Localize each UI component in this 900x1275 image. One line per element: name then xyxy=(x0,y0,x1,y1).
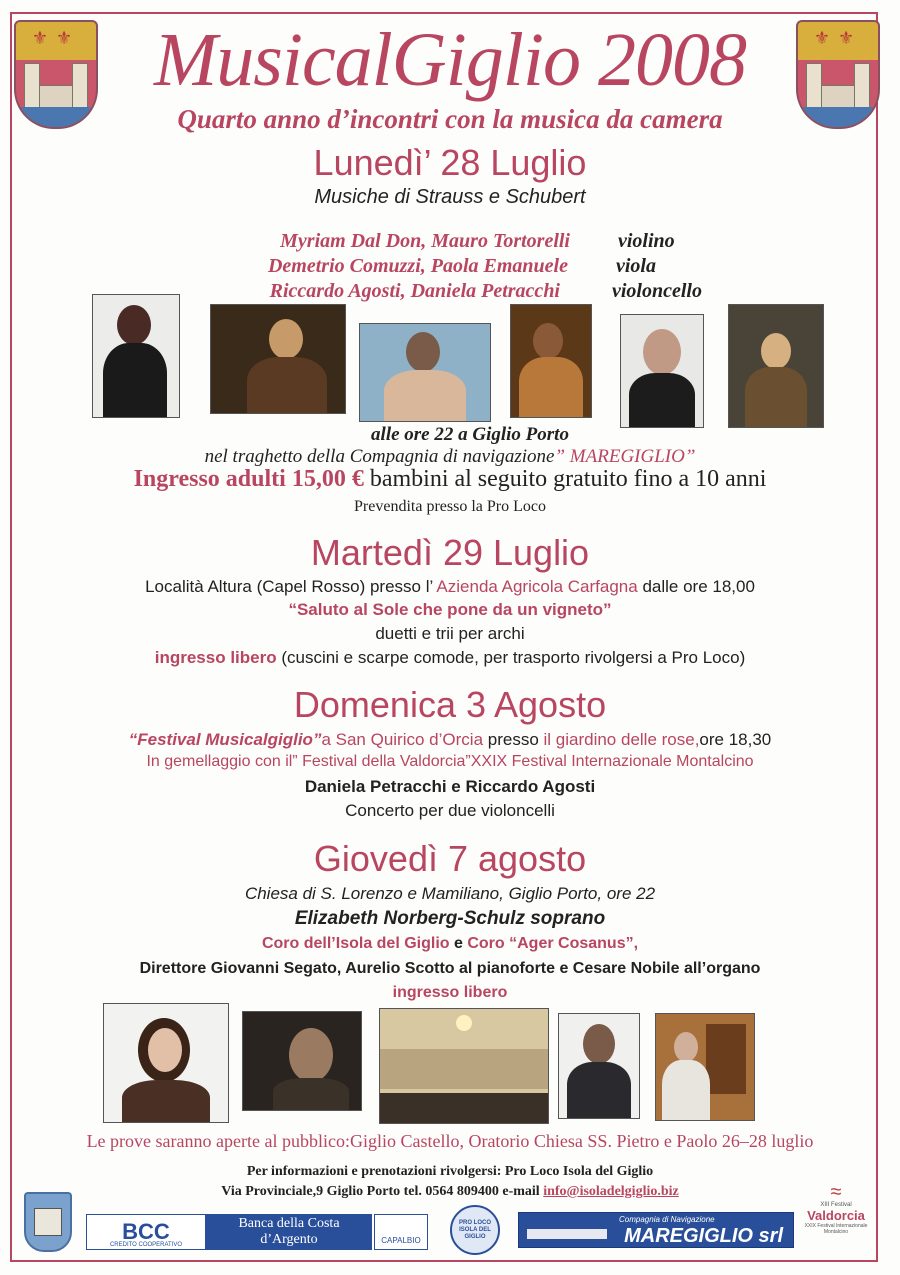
event1-ticket xyxy=(0,466,900,493)
bank-name: Banca della Costa d’Argento xyxy=(238,1216,340,1247)
event4-direction: Direttore Giovanni Segato, Aurelio Scotto al pianoforte e Cesare Nobile all’organo xyxy=(139,960,761,977)
event1-date: Lunedì’ 28 Luglio xyxy=(313,142,587,183)
event4-date: Giovedì 7 agosto xyxy=(313,838,587,879)
event1-presale: Prevendita presso la Pro Loco xyxy=(354,498,546,515)
musicians-row-violoncello xyxy=(0,280,560,306)
ferry-name: ” MAREGIGLIO” xyxy=(554,446,696,467)
event1-time-place: alle ore 22 a Giglio Porto xyxy=(371,424,569,445)
entry-free: ingresso libero xyxy=(154,648,277,667)
festival-time: ore 18,30 xyxy=(699,730,772,749)
bcc-subtitle: CREDITO COOPERATIVO xyxy=(109,1242,183,1248)
valdorcia-swirl-icon: ≈ xyxy=(830,1180,842,1203)
location-farm: Azienda Agricola Carfagna xyxy=(436,577,638,596)
ticket-children: bambini al seguito gratuito fino a 10 anni xyxy=(363,466,767,492)
festival-name: “Festival Musicalgiglio” xyxy=(128,730,322,749)
event1-program: Musiche di Strauss e Schubert xyxy=(314,186,586,208)
event4-choirs xyxy=(0,935,900,953)
choir-and: e xyxy=(449,935,468,952)
event3-program: Concerto per due violoncelli xyxy=(345,801,555,820)
photo-director xyxy=(242,1011,362,1111)
poster-title: MusicalGiglio 2008 xyxy=(153,18,747,102)
festival-garden: il giardino delle rose, xyxy=(543,730,700,749)
presso-word: presso xyxy=(487,730,544,749)
viola-players: Demetrio Comuzzi, Paola Emanuele xyxy=(267,255,568,277)
maregiglio-tagline: Compagnia di Navigazione xyxy=(619,1215,715,1224)
location-time: dalle ore 18,00 xyxy=(637,577,755,596)
contact-line-1: Per informazioni e prenotazioni rivolgersi: Pro Loco Isola del Giglio xyxy=(246,1164,654,1179)
event2-program: duetti e trii per archi xyxy=(375,624,525,643)
event3-performers: Daniela Petracchi e Riccardo Agosti xyxy=(304,777,596,796)
contact-address: Via Provinciale,9 Giglio Porto tel. 0564 809400 e-mail xyxy=(221,1184,544,1199)
photo-musician-5 xyxy=(620,314,704,428)
valdorcia-edition: XIII Festival xyxy=(820,1201,852,1208)
capalbio-text: CAPALBIO xyxy=(381,1236,421,1245)
photo-musician-4 xyxy=(510,304,592,418)
violin-players: Myriam Dal Don, Mauro Tortorelli xyxy=(280,230,570,252)
ferry-prefix: nel traghetto della Compagnia di navigazione xyxy=(204,446,555,467)
photo-pianist xyxy=(558,1013,640,1119)
event2-date: Martedì 29 Luglio xyxy=(310,532,590,573)
event3-twinning: In gemellaggio con il” Festival della Valdorcia”XXIX Festival Internazionale Montalcino xyxy=(146,753,754,770)
musicians-row-violino xyxy=(0,230,570,256)
bcc-text: BCC xyxy=(122,1219,170,1244)
giglio-crest-left: ⚜⚜ xyxy=(14,20,98,129)
giglio-crest-right: ⚜⚜ xyxy=(796,20,880,129)
capalbio-logo xyxy=(374,1214,428,1250)
contact-email-link[interactable]: info@isoladelgiglio.biz xyxy=(543,1184,679,1199)
event4-place: Chiesa di S. Lorenzo e Mamiliano, Giglio Porto, ore 22 xyxy=(244,884,656,903)
instrument-violoncello: violoncello xyxy=(612,280,702,302)
musicians-row-viola xyxy=(0,255,568,281)
event1-ferry xyxy=(0,446,900,468)
photo-choir-church xyxy=(379,1008,549,1124)
ticket-adult-price: Ingresso adulti 15,00 € xyxy=(133,466,364,492)
valdorcia-name: Valdorcia xyxy=(807,1207,865,1223)
valdorcia-festival-logo xyxy=(800,1172,872,1244)
photo-organist xyxy=(655,1013,755,1121)
photo-musician-6 xyxy=(728,304,824,428)
pro-loco-logo xyxy=(450,1205,500,1255)
event4-soloist: Elizabeth Norberg-Schulz soprano xyxy=(294,908,606,929)
contact-line-2 xyxy=(0,1180,900,1203)
maregiglio-name: MAREGIGLIO srl xyxy=(624,1225,783,1247)
proloco-text: PRO LOCO ISOLA DEL GIGLIO xyxy=(458,1219,491,1240)
choir-giglio: Coro dell’Isola del Giglio xyxy=(261,935,450,952)
instrument-violino: violino xyxy=(618,230,675,252)
cello-players: Riccardo Agosti, Daniela Petracchi xyxy=(269,280,560,302)
rehearsals-note: Le prove saranno aperte al pubblico:Giglio Castello, Oratorio Chiesa SS. Pietro e Paolo 26–28 luglio xyxy=(86,1131,814,1151)
event2-title: “Saluto al Sole che pone da un vigneto” xyxy=(288,600,612,619)
location-prefix: Località Altura (Capel Rosso) presso l’ xyxy=(145,577,437,596)
banca-costa-argento-logo xyxy=(206,1214,372,1250)
maregiglio-logo xyxy=(518,1212,794,1248)
event4-entry: ingresso libero xyxy=(392,984,508,1001)
choir-ager-cosanus: Coro “Ager Cosanus”, xyxy=(467,935,639,952)
bcc-logo xyxy=(86,1214,206,1250)
photo-musician-3 xyxy=(359,323,491,422)
event2-location xyxy=(0,577,900,597)
poster-subtitle: Quarto anno d’incontri con la musica da camera xyxy=(177,104,723,134)
festival-place: a San Quirico d’Orcia xyxy=(321,730,488,749)
photo-musician-1 xyxy=(92,294,180,418)
instrument-viola: viola xyxy=(616,255,656,277)
giglio-coat-of-arms-icon xyxy=(24,1192,72,1252)
event2-entry xyxy=(0,648,900,668)
event3-date: Domenica 3 Agosto xyxy=(293,684,607,725)
entry-note: (cuscini e scarpe comode, per trasporto rivolgersi a Pro Loco) xyxy=(276,648,746,667)
photo-soprano xyxy=(103,1003,229,1123)
event3-festival-line xyxy=(0,730,900,750)
valdorcia-subtitle: XXIX Festival Internazionale Montalcino xyxy=(804,1222,868,1235)
photo-musician-2 xyxy=(210,304,346,414)
